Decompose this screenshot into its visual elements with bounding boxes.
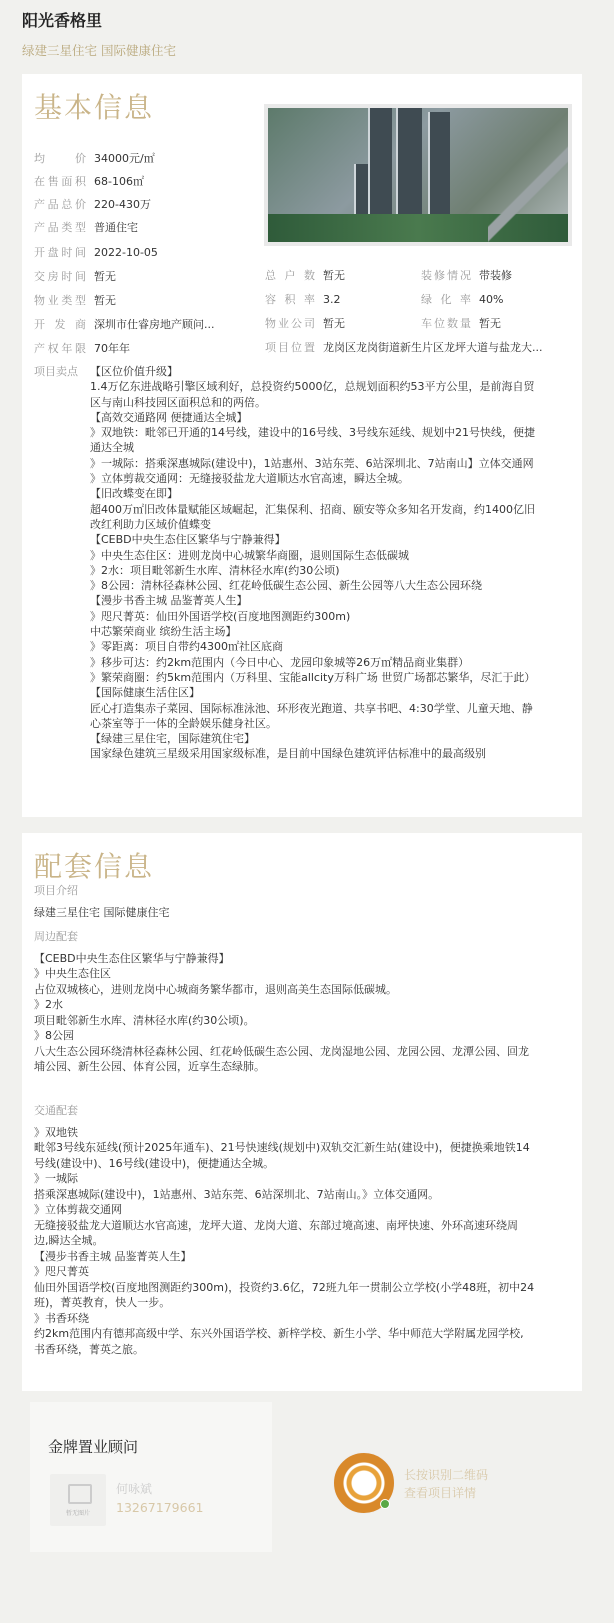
traffic-line: 》书香环绕 [34, 1311, 89, 1325]
traffic-line: 搭乘深惠城际(建设中)，1站惠州、3站东莞、6站深圳北、7站南山。》立体交通网。 [34, 1187, 440, 1201]
surroundings-line: 项目毗邻新生水库、清林径水库(约30公顷)。 [34, 1013, 255, 1027]
selling-point-line: 》繁荣商圈：约5km范围内（万科里、宝能allcity万科广场 世贸广场都芯繁华，尽汇于此） [90, 670, 536, 684]
info-row-opening-time: 开盘时间 2022-10-05 [34, 246, 158, 259]
image-placeholder-icon [68, 1484, 92, 1504]
grid-parking: 车位数量 暂无 [421, 317, 501, 330]
facilities-card [22, 833, 582, 1391]
selling-point-line: 》立体剪裁交通网：无缝接驳盐龙大道顺达水官高速，瞬达全城。 [90, 472, 409, 486]
info-row-area: 在售面积 68-106㎡ [34, 175, 144, 188]
wechat-icon [380, 1499, 390, 1509]
surroundings-line: 》8公园 [34, 1029, 74, 1042]
selling-point-line: 》零距离：项目自带约4300㎡社区底商 [90, 640, 283, 654]
selling-point-line: 》移步可达：约2km范围内（今日中心、龙园印象城等26万㎡精品商业集群） [90, 655, 470, 669]
selling-point-line: 【高效交通路网 便捷通达全城】 [90, 410, 248, 424]
selling-point-line: 匠心打造集赤子菜园、国际标准泳池、环形夜光跑道、共享书吧、4:30学堂、儿童天地、静 [90, 701, 533, 715]
grid-total-households: 总户数 暂无 [265, 269, 345, 282]
project-title: 阳光香格里 [22, 11, 103, 30]
selling-point-line: 区与南山科技园区面积总和的两倍。 [90, 395, 266, 409]
selling-point-line: 通达全城 [90, 441, 134, 455]
surroundings-heading: 周边配套 [34, 930, 78, 943]
project-subtitle: 绿建三星住宅 国际健康住宅 [22, 43, 176, 58]
selling-point-line: 》8公园：清林径森林公园、红花岭低碳生态公园、新生公园等八大生态公园环绕 [90, 579, 482, 593]
surroundings-line: 占位双城核心，进则龙岗中心城商务繁华都市，退则高美生态国际低碳城。 [34, 982, 397, 996]
traffic-line: 无缝接驳盐龙大道顺达水官高速，龙坪大道、龙岗大道、东部过境高速、南坪快速、外环高速环绕周 [34, 1218, 518, 1232]
selling-point-line: 改红利助力区域价值蝶变 [90, 517, 211, 531]
surroundings-line: 八大生态公园环绕清林径森林公园、红花岭低碳生态公园、龙岗湿地公园、龙园公园、龙潭公园、回龙 [34, 1044, 529, 1058]
traffic-line: 》立体剪裁交通网 [34, 1203, 122, 1216]
selling-point-line: 【CEBD中央生态住区繁华与宁静兼得】 [90, 533, 286, 547]
selling-point-line: 国家绿色建筑三星级采用国家级标准，是目前中国绿色建筑评估标准中的最高级别 [90, 747, 486, 761]
traffic-line: 边,瞬达全城。 [34, 1234, 104, 1247]
traffic-line: 》咫尺菁英 [34, 1265, 89, 1278]
selling-point-line: 中芯繁荣商业 缤纷生活主场】 [90, 625, 237, 639]
surroundings-line: 》中央生态住区 [34, 967, 111, 980]
project-intro-heading: 项目介绍 [34, 884, 78, 897]
selling-point-line: 【旧改蝶变在即】 [90, 487, 178, 501]
surroundings-line: 【CEBD中央生态住区繁华与宁静兼得】 [34, 951, 230, 965]
traffic-line: 约2km范围内有德邦高级中学、东兴外国语学校、新梓学校、新生小学、华中师范大学附属龙园学校, [34, 1327, 524, 1340]
page-header [0, 0, 614, 59]
info-row-developer: 开发商 深圳市仕睿房地产顾问... [34, 318, 215, 331]
selling-point-line: 【区位价值升级】 [90, 365, 178, 378]
info-row-price: 均价 34000元/㎡ [34, 152, 155, 165]
traffic-line: 仙田外国语学校(百度地图测距约300m)，投资约3.6亿，72班九年一贯制公立学校(小学48班，初中24 [34, 1280, 535, 1294]
traffic-heading: 交通配套 [34, 1104, 78, 1117]
selling-point-line: 》2水：项目毗邻新生水库、清林径水库(约30公顷) [90, 563, 340, 577]
qr-hint-line2: 查看项目详情 [404, 1486, 477, 1500]
surroundings-block [34, 929, 574, 1075]
selling-point-line: 【国际健康生活住区】 [90, 686, 200, 700]
advisor-phone[interactable]: 13267179661 [116, 1500, 204, 1515]
info-row-property-term: 产权年限 70年年 [34, 342, 130, 355]
selling-point-line: 【绿建三星住宅，国际建筑住宅】 [90, 732, 255, 746]
traffic-line: 号线(建设中)、16号线(建设中)，便捷通达全城。 [34, 1156, 275, 1170]
traffic-line: 毗邻3号线东延线(预计2025年通车)、21号快速线(规划中)双轨交汇新生站(建设中)，便捷换乘地铁14 [34, 1141, 530, 1154]
advisor-card[interactable] [30, 1402, 272, 1552]
selling-points-text [90, 364, 574, 762]
grid-location: 项目位置 龙岗区龙岗街道新生片区龙坪大道与盐龙大... [265, 341, 543, 354]
grid-property-company: 物业公司 暂无 [265, 317, 345, 330]
intro-line: 绿建三星住宅 国际健康住宅 [34, 905, 170, 919]
selling-point-line: 》一城际：搭乘深惠城际(建设中)，1站惠州、3站东莞、6站深圳北、7站南山】立体交通网 [90, 456, 534, 470]
selling-point-line: 》咫尺菁英：仙田外国语学校(百度地图测距约300m) [90, 609, 351, 623]
selling-point-line: 》双地铁：毗邻已开通的14号线，建设中的16号线、3号线东延线、规划中21号快线，便捷 [90, 426, 535, 440]
advisor-title: 金牌置业顾问 [48, 1438, 139, 1456]
selling-point-line: 心茶室等于一体的全龄娱乐健身社区。 [90, 716, 277, 730]
selling-point-line: 》中央生态住区：进则龙岗中心城繁华商圈，退则国际生态低碳城 [90, 548, 409, 562]
basic-info-title: 基本信息 [34, 91, 155, 124]
basic-info-card [22, 74, 582, 817]
advisor-name: 何咏斌 [116, 1482, 153, 1496]
project-photo[interactable] [264, 104, 572, 246]
selling-points [34, 364, 574, 762]
info-row-product-type: 产品类型 普通住宅 [34, 221, 138, 234]
traffic-line: 【漫步书香主城 品鉴菁英人生】 [34, 1249, 192, 1263]
surroundings-line: 》2水 [34, 998, 63, 1011]
grid-greening-rate: 绿化率 40% [421, 293, 504, 306]
grid-decoration: 装修情况 带装修 [421, 269, 512, 282]
traffic-text [34, 1125, 574, 1358]
surroundings-line: 埔公园、新生公园、体育公园，近享生态绿肺。 [34, 1060, 265, 1073]
grid-plot-ratio: 容积率 3.2 [265, 293, 341, 306]
traffic-line: 班)，菁英教育，快人一步。 [34, 1296, 171, 1309]
info-row-delivery-time: 交房时间 暂无 [34, 270, 116, 283]
qr-code[interactable] [333, 1452, 395, 1514]
qr-hint-line1: 长按识别二维码 [404, 1468, 489, 1482]
selling-point-line: 1.4万亿东进战略引擎区域利好，总投资约5000亿，总规划面积约53平方公里，是前海自贸 [90, 380, 535, 394]
info-row-total-price: 产品总价 220-430万 [34, 198, 151, 211]
project-intro-block [34, 883, 574, 920]
selling-point-line: 【漫步书香主城 品鉴菁英人生】 [90, 594, 248, 608]
facilities-title: 配套信息 [34, 850, 155, 883]
traffic-line: 》双地铁 [34, 1125, 78, 1139]
surroundings-text [34, 951, 574, 1075]
traffic-block [34, 1103, 574, 1357]
avatar-caption: 暂无图片 [65, 1510, 90, 1517]
info-row-property-type: 物业类型 暂无 [34, 294, 116, 307]
project-intro-text [34, 905, 574, 921]
traffic-line: 》一城际 [34, 1172, 78, 1185]
advisor-avatar [50, 1474, 106, 1526]
traffic-line: 书香环绕，菁英之旅。 [34, 1342, 144, 1356]
selling-points-label: 项目卖点 [34, 365, 78, 378]
selling-point-line: 超400万㎡旧改体量赋能区域崛起，汇集保利、招商、颐安等众多知名开发商，约1400亿旧 [90, 502, 535, 516]
